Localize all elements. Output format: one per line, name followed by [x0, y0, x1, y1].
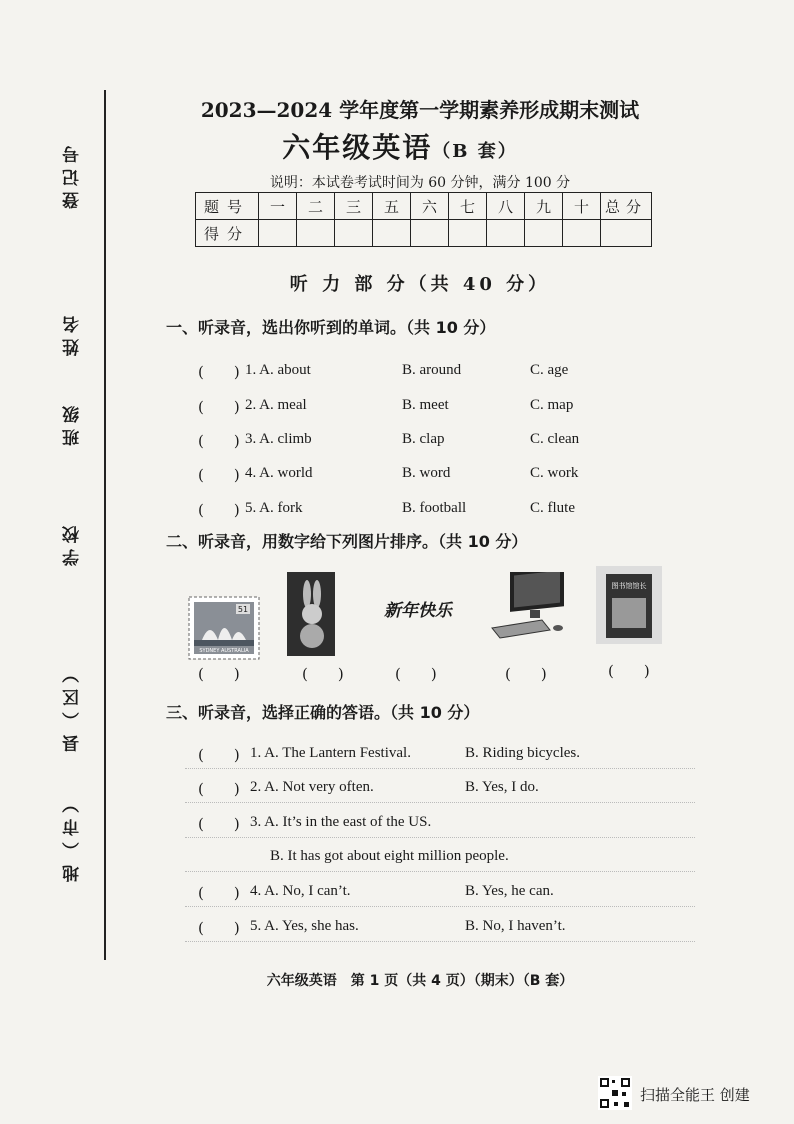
scanner-brand: 扫描全能王 创建	[640, 1086, 750, 1104]
rabbit-picture	[287, 572, 335, 656]
s3-q5-b: B. No, I haven’t.	[465, 918, 566, 934]
qr-code-icon	[598, 1076, 632, 1110]
divider	[185, 802, 695, 803]
s3-q5-a: 5. A. Yes, she has.	[250, 918, 359, 934]
s1-q3-b: B. clap	[402, 431, 445, 447]
answer-paren: ( )	[198, 780, 240, 798]
name-label: 姓名	[63, 310, 83, 356]
answer-paren: ( )	[198, 746, 240, 764]
s1-q2-a: 2. A. meal	[245, 397, 307, 413]
book-title: 图书馆馆长	[611, 582, 647, 590]
class-label: 班级	[63, 400, 83, 446]
part-title: 听 力 部 分（共 40 分）	[289, 274, 551, 295]
pic-order-paren-4: ( )	[505, 665, 547, 683]
divider	[185, 871, 695, 872]
s3-q1-b: B. Riding bicycles.	[465, 745, 580, 761]
score-col: 六	[411, 193, 449, 220]
subject-title	[250, 126, 550, 166]
s3-q3-b: B. It has got about eight million people.	[270, 848, 509, 864]
stamp-picture	[188, 596, 260, 660]
score-cell	[449, 220, 487, 247]
s1-q5-a: 5. A. fork	[245, 500, 303, 516]
divider	[185, 906, 695, 907]
s1-q3-c: C. clean	[530, 431, 580, 447]
score-cell	[563, 220, 601, 247]
s1-q3-a: 3. A. climb	[245, 431, 312, 447]
computer-picture	[490, 572, 568, 644]
pic-order-paren-3: ( )	[395, 665, 437, 683]
answer-paren: ( )	[198, 466, 240, 484]
score-col: 八	[487, 193, 525, 220]
divider	[185, 837, 695, 838]
answer-paren: ( )	[198, 815, 240, 833]
score-table	[195, 192, 652, 247]
school-label: 学校	[63, 520, 83, 566]
score-cell	[335, 220, 373, 247]
s1-q1-a: 1. A. about	[245, 362, 311, 378]
book-picture	[596, 566, 662, 644]
s1-q4-b: B. word	[402, 465, 451, 481]
s1-q2-c: C. map	[530, 397, 574, 413]
divider	[185, 768, 695, 769]
county-label: 县（区）	[63, 660, 83, 752]
section2-title: 二、听录音，用数字给下列图片排序。（共 10 分）	[166, 532, 528, 551]
score-cell	[411, 220, 449, 247]
score-total: 总分	[601, 193, 652, 220]
s1-q4-a: 4. A. world	[245, 465, 313, 481]
score-row-head: 得分	[196, 220, 259, 247]
score-cell	[601, 220, 652, 247]
s3-q4-b: B. Yes, he can.	[465, 883, 554, 899]
answer-paren: ( )	[198, 919, 240, 937]
score-cell	[373, 220, 411, 247]
score-col: 五	[373, 193, 411, 220]
s3-q4-a: 4. A. No, I can’t.	[250, 883, 351, 899]
answer-paren: ( )	[198, 501, 240, 519]
s1-q4-c: C. work	[530, 465, 579, 481]
score-table-head: 题号	[196, 193, 259, 220]
section3-title: 三、听录音，选择正确的答语。（共 10 分）	[166, 703, 480, 722]
s3-q3-a: 3. A. It’s in the east of the US.	[250, 814, 432, 830]
score-cell	[259, 220, 297, 247]
page-footer: 六年级英语 第 1 页（共 4 页）（期末）（B 套）	[266, 973, 574, 989]
score-col: 十	[563, 193, 601, 220]
section1-title: 一、听录音，选出你听到的单词。（共 10 分）	[166, 318, 496, 337]
city-label: 地（市）	[63, 790, 83, 882]
answer-paren: ( )	[198, 432, 240, 450]
pic-order-paren-1: ( )	[198, 665, 240, 683]
binding-strip	[60, 80, 120, 960]
answer-paren: ( )	[198, 884, 240, 902]
s1-q5-b: B. football	[402, 500, 467, 516]
s3-q2-b: B. Yes, I do.	[465, 779, 539, 795]
stamp-caption: SYDNEY AUSTRALIA	[199, 648, 249, 654]
new-year-picture: 新年快乐	[384, 601, 452, 621]
score-cell	[487, 220, 525, 247]
s1-q2-b: B. meet	[402, 397, 449, 413]
registration-label: 登记号	[63, 140, 83, 209]
exam-title: 2023—2024 学年度第一学期素养形成期末测试	[200, 98, 640, 122]
version-label: （B 套）	[432, 141, 518, 162]
score-cell	[525, 220, 563, 247]
score-col: 七	[449, 193, 487, 220]
divider	[185, 941, 695, 942]
subject-name: 六年级英语	[282, 131, 433, 164]
s1-q5-c: C. flute	[530, 500, 575, 516]
binding-line	[104, 90, 106, 960]
s1-q1-b: B. around	[402, 362, 462, 378]
score-col: 三	[335, 193, 373, 220]
stamp-price: 51	[237, 605, 249, 614]
pic-order-paren-2: ( )	[302, 665, 344, 683]
pic-order-paren-5: ( )	[608, 662, 650, 680]
score-col: 九	[525, 193, 563, 220]
answer-paren: ( )	[198, 398, 240, 416]
answer-paren: ( )	[198, 363, 240, 381]
s1-q1-c: C. age	[530, 362, 569, 378]
score-col: 一	[259, 193, 297, 220]
exam-note: 说明：本试卷考试时间为 60 分钟，满分 100 分	[269, 175, 571, 191]
score-col: 二	[297, 193, 335, 220]
s3-q2-a: 2. A. Not very often.	[250, 779, 374, 795]
score-cell	[297, 220, 335, 247]
s3-q1-a: 1. A. The Lantern Festival.	[250, 745, 411, 761]
